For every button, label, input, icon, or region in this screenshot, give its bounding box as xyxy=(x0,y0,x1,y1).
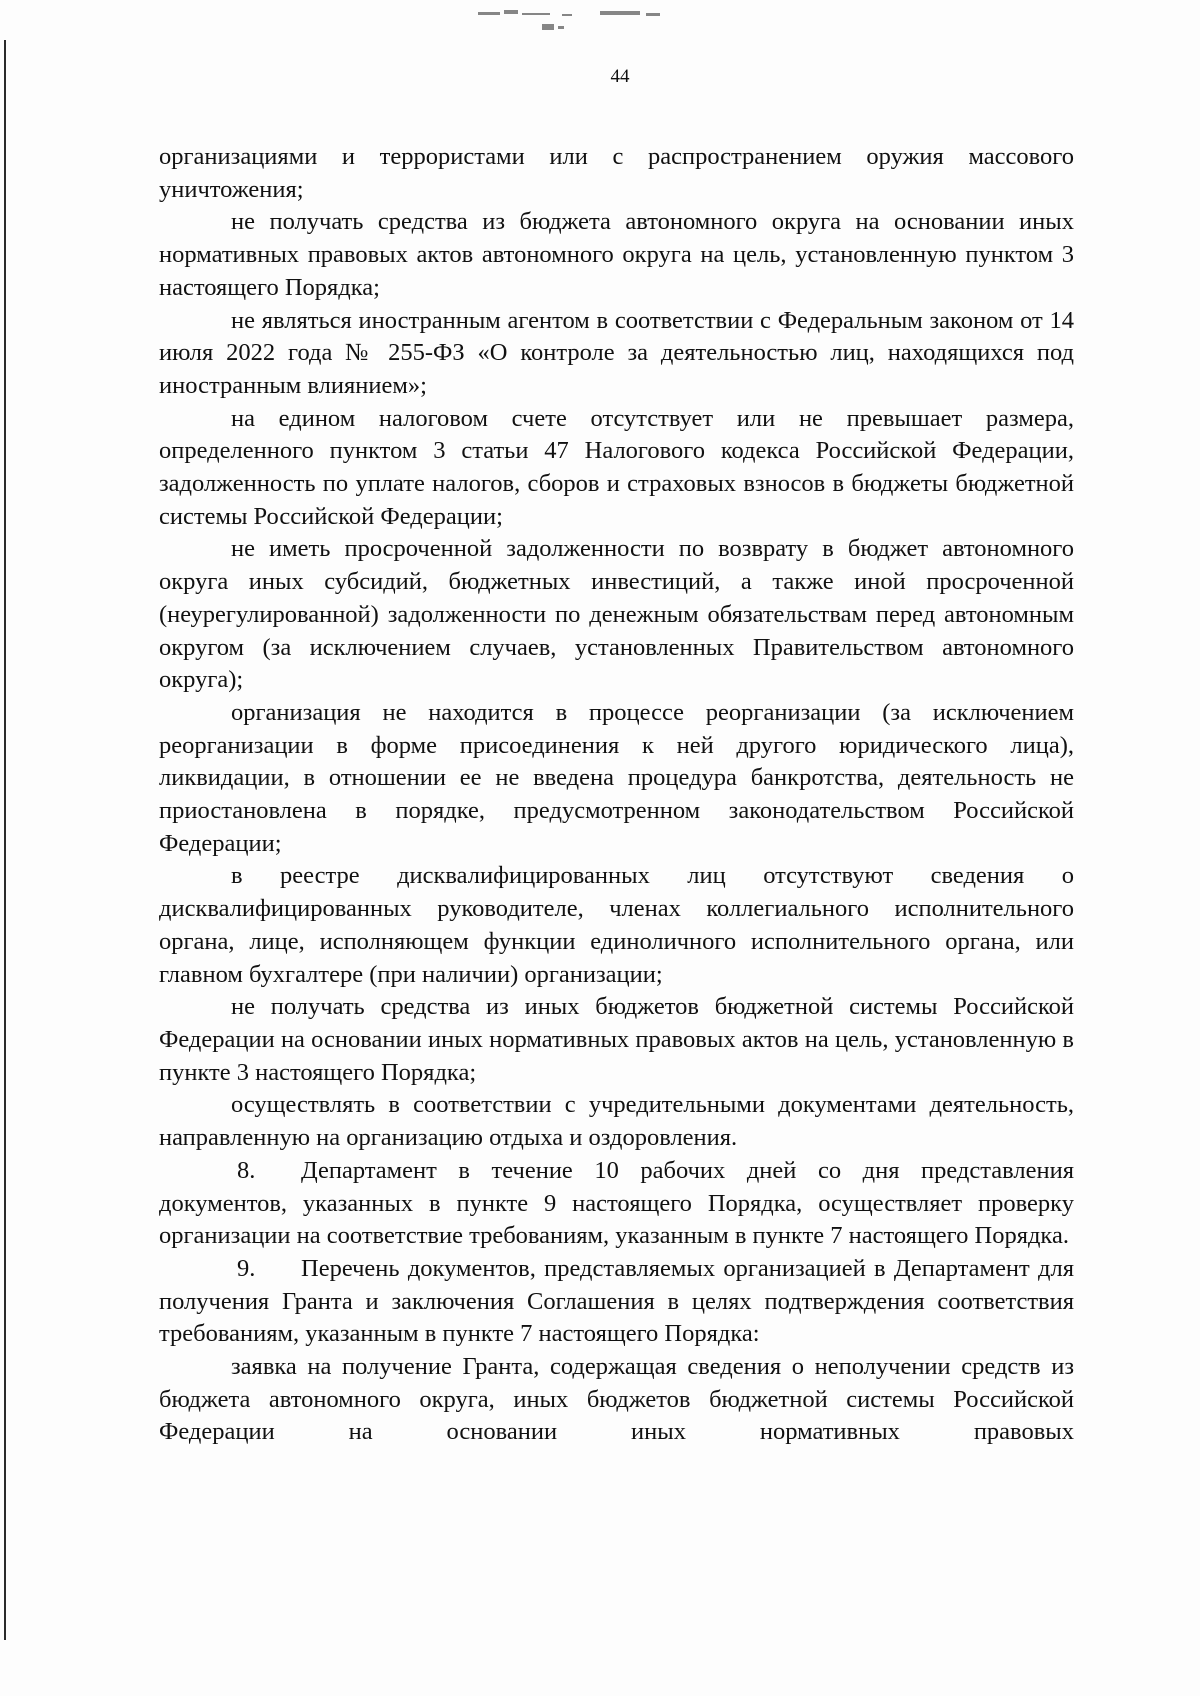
paragraph-reorganization: организация не находится в процессе реорганизации (за исключением реорганизации в форме присоединения к ней другого юридического лица), ликвидации, в отношении ее не введена процедура банкротства, деятельность не приостановлена в порядке, предусмотренном законодательством Российской Федерации; xyxy=(159,698,1074,857)
paragraph-continuation: организациями и террористами или с распространением оружия массового уничтожения; xyxy=(159,143,1074,203)
paragraph-item-9 xyxy=(159,1253,1074,1351)
page-number: 44 xyxy=(610,66,630,87)
paragraph-budget-funds: не получать средства из бюджета автономного округа на основании иных нормативных правовых актов автономного округа на цель, установленную пунктом 3 настоящего Порядка; xyxy=(159,208,1074,301)
paragraph-other-budgets: не получать средства из иных бюджетов бюджетной системы Российской Федерации на основании иных нормативных правовых актов на цель, установленную в пункте 3 настоящего Порядка; xyxy=(159,993,1074,1086)
scan-page-edge xyxy=(4,40,6,1640)
item-number: 8. xyxy=(237,1156,256,1184)
item-text: Департамент в течение 10 рабочих дней со дня представления документов, указанных в пункте 9 настоящего Порядка, осуществляет проверку организации на соответствие требованиям, указанным в пункте 7 настоящего Порядка. xyxy=(159,1156,1074,1250)
item-text: Перечень документов, представляемых организацией в Департамент для получения Гранта и заключения Соглашения в целях подтверждения соответствия требованиям, указанным в пункте 7 настоящего Порядка: xyxy=(159,1254,1074,1348)
paragraph-activity: осуществлять в соответствии с учредительными документами деятельность, направленную на организацию отдыха и оздоровления. xyxy=(159,1091,1074,1152)
paragraph-foreign-agent: не являться иностранным агентом в соответствии с Федеральным законом от 14 июля 2022 года № 255-ФЗ «О контроле за деятельностью лиц, находящихся под иностранным влиянием»; xyxy=(159,306,1074,399)
paragraph-overdue-debt: не иметь просроченной задолженности по возврату в бюджет автономного округа иных субсидий, бюджетных инвестиций, а также иной просроченной (неурегулированной) задолженности по денежным обязательствам перед автономным округом (за исключением случаев, установленных Правительством автономного округа); xyxy=(159,535,1074,694)
paragraph-item-8 xyxy=(159,1155,1074,1253)
paragraph-grant-application: заявка на получение Гранта, содержащая сведения о неполучении средств из бюджета автономного округа, иных бюджетов бюджетной системы Российской Федерации на основании иных нормативных правовых xyxy=(159,1353,1074,1446)
paragraph-disqualified-registry: в реестре дисквалифицированных лиц отсутствуют сведения о дисквалифицированных руководителе, членах коллегиального исполнительного органа, лице, исполняющем функции единоличного исполнительного органа, или главном бухгалтере (при наличии) организации; xyxy=(159,862,1074,988)
paragraph-tax-account: на едином налоговом счете отсутствует или не превышает размера, определенного пунктом 3 статьи 47 Налогового кодекса Российской Федерации, задолженность по уплате налогов, сборов и страховых взносов в бюджеты бюджетной системы Российской Федерации; xyxy=(159,404,1074,530)
item-number: 9. xyxy=(237,1254,256,1282)
scan-noise-mark xyxy=(470,4,730,38)
document-body xyxy=(159,141,1074,1449)
